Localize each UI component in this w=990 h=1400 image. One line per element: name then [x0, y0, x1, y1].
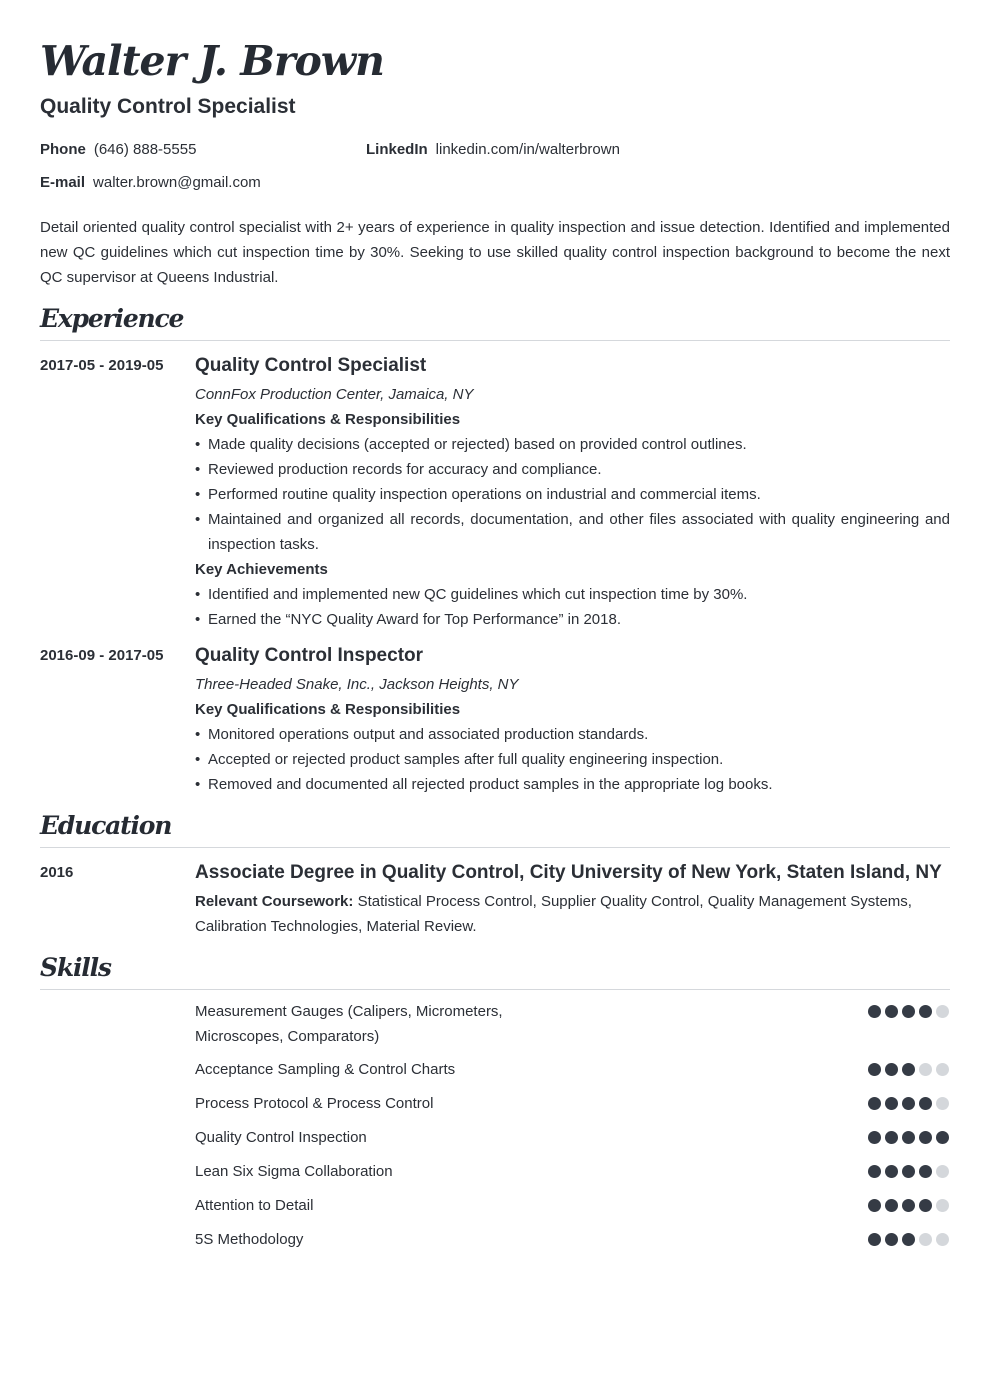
contact-label: LinkedIn — [366, 141, 428, 158]
rating-dot-empty — [936, 1063, 949, 1076]
rating-dot-filled — [868, 1097, 881, 1110]
job-company: Three-Headed Snake, Inc., Jackson Heights, NY — [195, 676, 519, 693]
rating-dot-filled — [919, 1097, 932, 1110]
section-divider — [40, 989, 950, 990]
contact-label: Phone — [40, 141, 86, 158]
candidate-name: Walter J. Brown — [40, 37, 384, 85]
skill-rating — [868, 1005, 949, 1018]
skill-name: Attention to Detail — [195, 1197, 314, 1214]
rating-dot-empty — [936, 1165, 949, 1178]
job-entry — [195, 643, 950, 797]
rating-dot-filled — [902, 1097, 915, 1110]
rating-dot-filled — [885, 1063, 898, 1076]
responsibilities-heading: Key Qualifications & Responsibilities — [195, 701, 461, 718]
education-entry — [195, 860, 950, 939]
skill-rating — [868, 1233, 949, 1246]
rating-dot-filled — [885, 1131, 898, 1144]
contact-linkedin — [366, 140, 620, 160]
skill-rating — [868, 1165, 949, 1178]
rating-dot-empty — [919, 1063, 932, 1076]
rating-dot-filled — [885, 1199, 898, 1212]
rating-dot-filled — [868, 1063, 881, 1076]
skill-name: Acceptance Sampling & Control Charts — [195, 1061, 456, 1078]
section-title: Experience — [40, 304, 184, 333]
list-item: • Accepted or rejected product samples after full quality engineering inspection. — [195, 747, 950, 772]
coursework — [195, 889, 950, 939]
rating-dot-filled — [919, 1165, 932, 1178]
rating-dot-filled — [868, 1005, 881, 1018]
rating-dot-empty — [919, 1233, 932, 1246]
contact-value: (646) 888-5555 — [93, 141, 197, 158]
list-item: • Reviewed production records for accuracy and compliance. — [195, 457, 950, 482]
rating-dot-empty — [936, 1097, 949, 1110]
achievements-heading: Key Achievements — [195, 561, 328, 578]
rating-dot-filled — [902, 1233, 915, 1246]
contact-value: linkedin.com/in/walterbrown — [435, 141, 620, 158]
education-year: 2016 — [40, 864, 74, 881]
rating-dot-filled — [885, 1005, 898, 1018]
skill-rating — [868, 1063, 949, 1076]
skill-name: Process Protocol & Process Control — [195, 1095, 434, 1112]
rating-dot-filled — [885, 1165, 898, 1178]
coursework-text: Statistical Process Control, Supplier Quality Control, Quality Management Systems, Calibration Technologies, Material Review. — [195, 893, 912, 935]
section-title: Skills — [40, 953, 111, 982]
skill-name: Measurement Gauges (Calipers, Micrometers, Microscopes, Comparators) — [195, 1003, 503, 1045]
skill-rating — [868, 1131, 949, 1144]
skill-row — [195, 999, 950, 1049]
list-item: • Monitored operations output and associated production standards. — [195, 722, 950, 747]
responsibilities-list — [195, 722, 950, 797]
skill-row — [195, 1193, 950, 1218]
section-divider — [40, 340, 950, 341]
section-title: Education — [40, 811, 172, 840]
skill-row — [195, 1159, 950, 1184]
skill-row — [195, 1057, 950, 1082]
rating-dot-filled — [902, 1199, 915, 1212]
coursework-label: Relevant Coursework: — [195, 893, 354, 910]
rating-dot-filled — [902, 1165, 915, 1178]
degree-title: Associate Degree in Quality Control, City University of New York, Staten Island, NY — [195, 862, 942, 883]
rating-dot-filled — [919, 1131, 932, 1144]
list-item: • Earned the “NYC Quality Award for Top Performance” in 2018. — [195, 607, 950, 632]
rating-dot-filled — [919, 1005, 932, 1018]
contact-email — [40, 173, 261, 193]
skill-row — [195, 1125, 950, 1150]
candidate-title: Quality Control Specialist — [40, 95, 296, 118]
job-dates: 2016-09 - 2017-05 — [40, 647, 164, 664]
responsibilities-list — [195, 432, 950, 557]
rating-dot-empty — [936, 1005, 949, 1018]
job-title: Quality Control Specialist — [195, 355, 427, 376]
section-divider — [40, 847, 950, 848]
skill-row — [195, 1091, 950, 1116]
skill-rating — [868, 1199, 949, 1212]
skill-rating — [868, 1097, 949, 1110]
contact-label: E-mail — [40, 174, 86, 191]
list-item: • Maintained and organized all records, documentation, and other files associated with quality engineering and inspection tasks. — [195, 507, 950, 557]
skill-name: Quality Control Inspection — [195, 1129, 367, 1146]
job-entry — [195, 353, 950, 632]
rating-dot-empty — [936, 1199, 949, 1212]
job-dates: 2017-05 - 2019-05 — [40, 357, 164, 374]
skill-row — [195, 1227, 950, 1252]
rating-dot-filled — [936, 1131, 949, 1144]
rating-dot-filled — [885, 1097, 898, 1110]
skill-name: Lean Six Sigma Collaboration — [195, 1163, 393, 1180]
rating-dot-filled — [868, 1165, 881, 1178]
list-item: • Made quality decisions (accepted or rejected) based on provided control outlines. — [195, 432, 950, 457]
list-item: • Identified and implemented new QC guidelines which cut inspection time by 30%. — [195, 582, 950, 607]
job-title: Quality Control Inspector — [195, 645, 424, 666]
achievements-list — [195, 582, 950, 632]
skill-name: 5S Methodology — [195, 1231, 304, 1248]
contact-value: walter.brown@gmail.com — [93, 174, 261, 191]
rating-dot-filled — [902, 1063, 915, 1076]
job-company: ConnFox Production Center, Jamaica, NY — [195, 386, 474, 403]
rating-dot-empty — [936, 1233, 949, 1246]
list-item: • Removed and documented all rejected product samples in the appropriate log books. — [195, 772, 950, 797]
summary-text: Detail oriented quality control specialist with 2+ years of experience in quality inspection and issue detection. Identified and implemented new QC guidelines which cut inspection time by 30%. Seeking to use skilled quality control inspection background to become the next QC supervisor at Queens Industrial. — [40, 219, 950, 286]
rating-dot-filled — [868, 1131, 881, 1144]
rating-dot-filled — [868, 1199, 881, 1212]
education-heading — [40, 811, 950, 848]
list-item: • Performed routine quality inspection operations on industrial and commercial items. — [195, 482, 950, 507]
rating-dot-filled — [902, 1131, 915, 1144]
experience-heading — [40, 304, 950, 341]
rating-dot-filled — [868, 1233, 881, 1246]
skills-heading — [40, 953, 950, 990]
rating-dot-filled — [902, 1005, 915, 1018]
rating-dot-filled — [919, 1199, 932, 1212]
rating-dot-filled — [885, 1233, 898, 1246]
contact-phone — [40, 140, 196, 160]
responsibilities-heading: Key Qualifications & Responsibilities — [195, 411, 461, 428]
